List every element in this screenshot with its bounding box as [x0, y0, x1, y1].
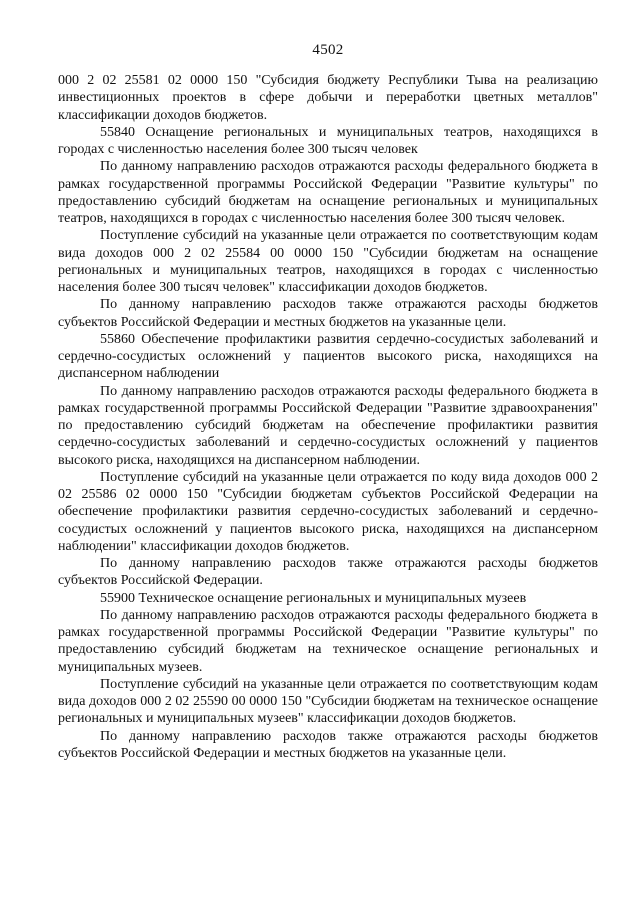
paragraph-55840-expenses: По данному направлению расходов отражаются расходы федерального бюджета в рамках государственной программы Российской Федерации "Развитие культуры" по предоставлению субсидий бюджетам на оснащение региональных и муниципальных театров, находящихся в городах с численностью населения более 300 тысяч человек. [58, 159, 598, 226]
paragraph-55840-income: Поступление субсидий на указанные цели отражается по соответствующим кодам вида доходов 000 2 02 25584 00 0000 150 "Субсидии бюджетам на оснащение региональных и муниципальных театров, находящихся в городах с численностью населения более 300 тысяч человек" классификации доходов бюджетов. [58, 228, 598, 295]
document-page [58, 0, 598, 905]
paragraph-55860-income: Поступление субсидий на указанные цели отражается по коду вида доходов 000 2 02 25586 02 0000 150 "Субсидии бюджетам субъектов Российской Федерации на обеспечение профилактики развития сердечно-сосудистых заболеваний и сердечно-сосудистых осложнений у пациентов высокого риска, находящихся на диспансерном наблюдении" классификации доходов бюджетов. [58, 469, 598, 554]
heading-55840: 55840 Оснащение региональных и муниципальных театров, находящихся в городах с численностью населения более 300 тысяч человек [58, 124, 598, 157]
paragraph-income-code-tyva: 000 2 02 25581 02 0000 150 "Субсидия бюджету Республики Тыва на реализацию инвестиционных проектов в сфере добычи и переработки цветных металлов" классификации доходов бюджетов. [58, 73, 598, 123]
paragraph-55860-expenses: По данному направлению расходов отражаются расходы федерального бюджета в рамках государственной программы Российской Федерации "Развитие здравоохранения" по предоставлению субсидий бюджетам на обеспечение профилактики развития сердечно-сосудистых заболеваний и сердечно-сосудистых осложнений у пациентов высокого риска, находящихся на диспансерном наблюдении. [58, 383, 598, 468]
paragraph-55900-regional: По данному направлению расходов также отражаются расходы бюджетов субъектов Российской Федерации и местных бюджетов на указанные цели. [58, 728, 598, 761]
document-body [58, 72, 598, 762]
paragraph-55860-regional: По данному направлению расходов также отражаются расходы бюджетов субъектов Российской Федерации. [58, 556, 598, 589]
heading-55900: 55900 Техническое оснащение региональных и муниципальных музеев [100, 590, 527, 606]
paragraph-55840-regional: По данному направлению расходов также отражаются расходы бюджетов субъектов Российской Федерации и местных бюджетов на указанные цели. [58, 297, 598, 330]
paragraph-55900-income: Поступление субсидий на указанные цели отражается по соответствующим кодам вида доходов 000 2 02 25590 00 0000 150 "Субсидии бюджетам на техническое оснащение региональных и муниципальных музеев" классификации доходов бюджетов. [58, 676, 598, 727]
paragraph-55900-expenses: По данному направлению расходов отражаются расходы федерального бюджета в рамках государственной программы Российской Федерации "Развитие культуры" по предоставлению субсидий бюджетам на техническое оснащение региональных и муниципальных музеев. [58, 607, 598, 675]
heading-55860: 55860 Обеспечение профилактики развития сердечно-сосудистых заболеваний и сердечно-сосудистых осложнений у пациентов высокого риска, находящихся на диспансерном наблюдении [58, 331, 598, 382]
page-number: 4502 [312, 42, 344, 58]
